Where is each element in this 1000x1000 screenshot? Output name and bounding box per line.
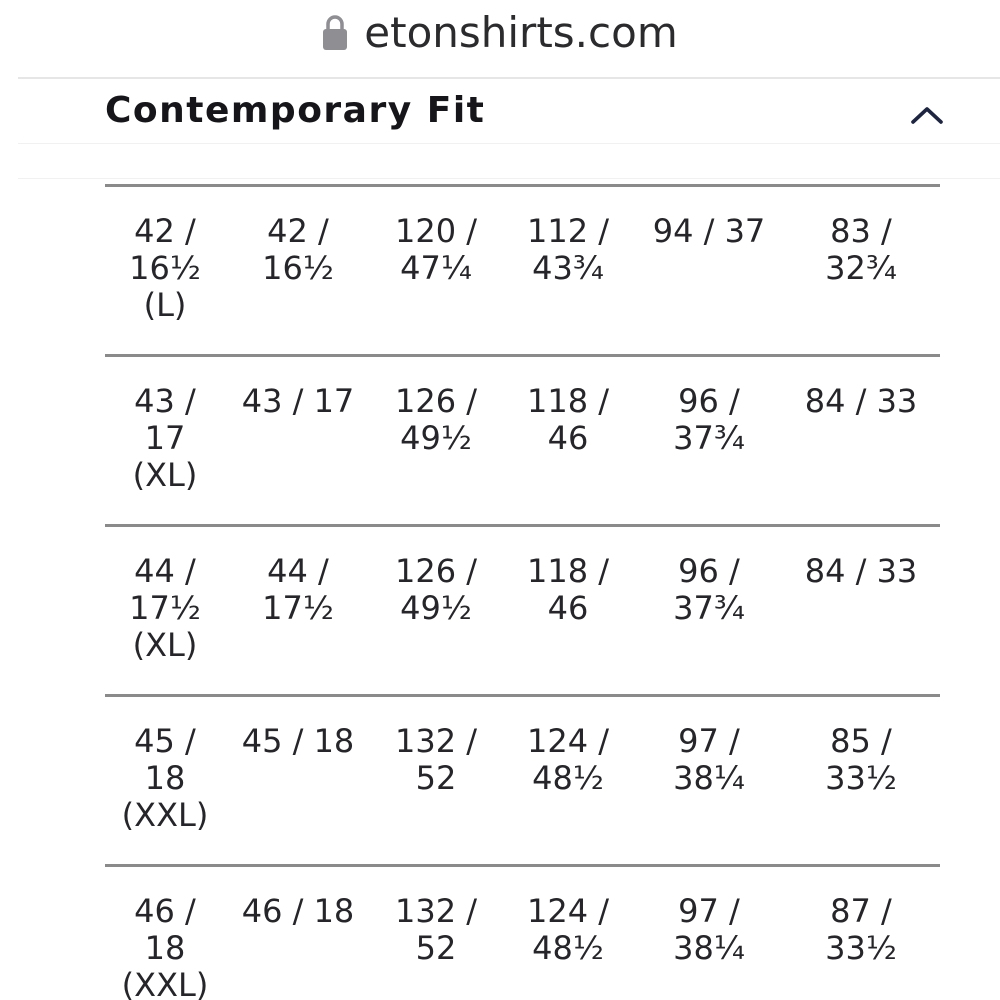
cell-text: 17½ — [129, 589, 201, 627]
table-cell — [498, 893, 638, 967]
table-row — [100, 187, 940, 357]
cell-text: 49½ — [400, 419, 472, 457]
cell-text: 96 / — [678, 552, 740, 590]
cell-text: 17½ — [262, 589, 334, 627]
cell-text: 124 / — [526, 722, 610, 760]
table-cell — [228, 553, 368, 627]
cell-text: 52 — [415, 929, 457, 967]
table-cell — [95, 383, 235, 494]
cell-text: 87 / — [830, 892, 892, 930]
cell-text: 16½ — [129, 249, 201, 287]
table-cell — [366, 723, 506, 797]
cell-text: 85 / — [830, 722, 892, 760]
cell-text: 37¾ — [673, 589, 745, 627]
cell-text: 46 — [547, 419, 589, 457]
cell-text: 48½ — [532, 759, 604, 797]
section-title: Contemporary Fit — [105, 90, 486, 131]
table-cell — [498, 383, 638, 457]
table-cell — [228, 213, 368, 287]
table-cell — [791, 213, 931, 287]
cell-text: 84 / 33 — [804, 552, 918, 590]
table-cell — [639, 383, 779, 457]
cell-text: 43 / 17 — [241, 382, 355, 420]
table-row — [100, 527, 940, 697]
cell-text: 42 / — [134, 212, 196, 250]
cell-text: 97 / — [678, 722, 740, 760]
table-cell — [95, 213, 235, 324]
cell-text: 84 / 33 — [804, 382, 918, 420]
cell-text: 32¾ — [825, 249, 897, 287]
cell-text: 45 / — [134, 722, 196, 760]
cell-text: (XL) — [132, 626, 198, 664]
cell-text: 46 / 18 — [241, 892, 355, 930]
cell-text: 118 / — [526, 382, 610, 420]
cell-text: 45 / 18 — [241, 722, 355, 760]
table-row — [100, 697, 940, 867]
table-cell — [228, 723, 368, 760]
cell-text: 44 / — [134, 552, 196, 590]
table-cell — [639, 723, 779, 797]
cell-text: (XL) — [132, 456, 198, 494]
cell-text: 33½ — [825, 759, 897, 797]
table-cell — [498, 553, 638, 627]
table-cell — [639, 893, 779, 967]
table-row — [100, 867, 940, 1000]
cell-text: (XXL) — [121, 796, 209, 834]
table-cell — [639, 553, 779, 627]
cell-text: 49½ — [400, 589, 472, 627]
cell-text: 16½ — [262, 249, 334, 287]
table-cell — [228, 893, 368, 930]
table-cell — [95, 723, 235, 834]
cell-text: 126 / — [394, 382, 478, 420]
cell-text: 48½ — [532, 929, 604, 967]
table-cell — [791, 383, 931, 420]
table-cell — [95, 553, 235, 664]
cell-text: 118 / — [526, 552, 610, 590]
cell-text: (XXL) — [121, 966, 209, 1000]
cell-text: 33½ — [825, 929, 897, 967]
table-cell — [95, 893, 235, 1000]
cell-text: 124 / — [526, 892, 610, 930]
cell-text: 17 — [144, 419, 186, 457]
cell-text: 43¾ — [532, 249, 604, 287]
table-cell — [791, 553, 931, 590]
cell-text: 132 / — [394, 722, 478, 760]
cell-text: 46 — [547, 589, 589, 627]
cell-text: 132 / — [394, 892, 478, 930]
table-cell — [366, 553, 506, 627]
table-cell — [639, 213, 779, 250]
cell-text: 38¼ — [673, 759, 745, 797]
cell-text: 37¾ — [673, 419, 745, 457]
table-cell — [366, 383, 506, 457]
table-cell — [791, 893, 931, 967]
cell-text: 97 / — [678, 892, 740, 930]
cell-text: 18 — [144, 929, 186, 967]
cell-text: 96 / — [678, 382, 740, 420]
url-text[interactable]: etonshirts.com — [364, 7, 678, 57]
cell-text: 112 / — [526, 212, 610, 250]
cell-text: 46 / — [134, 892, 196, 930]
cell-text: 43 / — [134, 382, 196, 420]
cell-text: 42 / — [267, 212, 329, 250]
table-cell — [498, 213, 638, 287]
cell-text: 18 — [144, 759, 186, 797]
cell-text: 47¼ — [400, 249, 472, 287]
cell-text: 126 / — [394, 552, 478, 590]
cell-text: 52 — [415, 759, 457, 797]
table-cell — [498, 723, 638, 797]
cell-text: (L) — [143, 286, 187, 324]
table-row — [100, 357, 940, 527]
table-cell — [228, 383, 368, 420]
cell-text: 94 / 37 — [652, 212, 766, 250]
cell-text: 83 / — [830, 212, 892, 250]
table-cell — [366, 213, 506, 287]
cell-text: 44 / — [267, 552, 329, 590]
cell-text: 38¼ — [673, 929, 745, 967]
table-cell — [366, 893, 506, 967]
table-cell — [791, 723, 931, 797]
cell-text: 120 / — [394, 212, 478, 250]
